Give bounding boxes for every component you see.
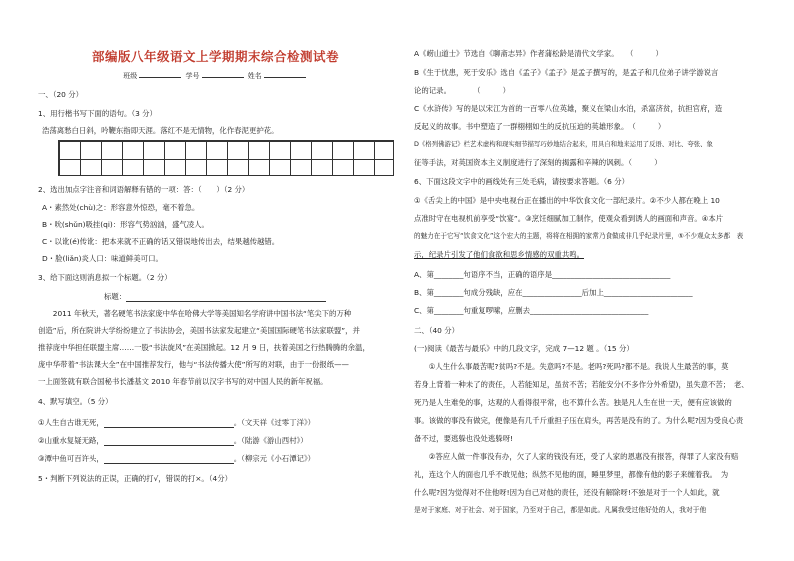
- name-blank[interactable]: [264, 77, 306, 78]
- section-1-heading: 一、（20 分）: [38, 90, 84, 99]
- recite-2-blank[interactable]: [104, 436, 234, 446]
- recite-2: [38, 436, 308, 446]
- fix-c[interactable]: C、第________句重复啰嗦，应删去________________________________: [414, 306, 649, 315]
- passage-6-line-1: ①《舌尖上的中国》是中央电视台正在播出的中华饮食文化一部纪录片。②不少人都在晚上 10: [414, 196, 720, 205]
- recite-1-source: 。（文天祥《过零丁洋》）: [233, 418, 316, 427]
- recite-1-blank[interactable]: [104, 418, 234, 428]
- news-para-line-3: 推荐庞中华担任联盟主席……一股“书法旋风”在美国掀起。12 月 9 日，扶着美国之行热腾腾的余温，: [38, 343, 370, 352]
- question-3: 3、给下面这则消息拟一个标题。（2 分）: [38, 273, 172, 282]
- class-blank[interactable]: [139, 77, 181, 78]
- reading-para-line-5: 备不过，要逃躲也没处逃躲呀!: [414, 434, 514, 443]
- judge-c-line-1: C《水浒传》写的是以宋江为首的一百零八位英雄，聚义在梁山水泊，杀富济贫，抗担官府，造: [414, 104, 723, 113]
- student-info: [38, 72, 393, 81]
- reading-1-heading: (一)阅读《最苦与最乐》中的几段文字，完成 7—12 题 。（15 分）: [414, 344, 634, 353]
- reading-para-line-8: 什么呢?因为觉得对不住他呀!因为自己对他的责任，还没有解除呀!不独是对于一个人如此，就: [414, 488, 720, 497]
- headline-field: [104, 292, 326, 302]
- recite-3-source: 。（柳宗元《小石潭记》）: [233, 454, 316, 463]
- judge-b-line-1: B《生于忧患，死于安乐》选自《孟子》《孟子》是孟子撰写的，是孟子和几位弟子讲学游说言: [414, 68, 719, 77]
- fix-b[interactable]: B、第________句成分残缺，应在________________后加上________________________: [414, 288, 693, 297]
- page-title: 部编版八年级语文上学期期末综合检测试卷: [91, 49, 339, 64]
- reading-para-line-6: ②答应人做一件事没有办，欠了人家的钱没有还，受了人家的恩惠没有报答，得罪了人家没有赔: [414, 452, 739, 461]
- id-blank[interactable]: [202, 77, 244, 78]
- fix-a[interactable]: A、第________句语序不当，正确的语序是________________________________: [414, 270, 671, 279]
- question-6: 6、下面这段文字中的画线处有三处毛病，请按要求答题。（6 分）: [414, 177, 629, 186]
- question-1-text: 浩荡离愁白日斜，吟鞭东指即天涯。落红不是无情物，化作春泥更护花。: [42, 126, 279, 135]
- judge-c-line-2: 反起义的故事。书中塑造了一群栩栩如生的反抗压迫的英雄形象。 （ ）: [414, 122, 666, 131]
- news-para-line-5: 一上面签就有联合国秘书长潘基文 2010 年春节前以汉字书写的对中国人民的新年祝福。: [38, 377, 328, 386]
- headline-label: 标题：: [104, 292, 127, 301]
- section-2-heading: 二、（40 分）: [414, 326, 460, 335]
- recite-2-source: 。（陆游《游山西村》）: [233, 436, 308, 445]
- news-para-line-4: 庞中华带着“书法课大全”在中国推荐发行，他与“书法传播大使”所写的对联，由于一份报纸——: [38, 360, 349, 369]
- id-label: 学号: [185, 72, 200, 80]
- question-1: 1、用行楷书写下面的语句。（3 分）: [38, 109, 157, 118]
- passage-6-line-3: 的魅力在于它写“饮食文化”这个宏大的主题，将将在相拥的家常乃食做成非几乎纪录片里，⑤不少观众太多都 表: [414, 232, 744, 240]
- question-2: 2、选出加点字注音和词语解释有错的一项：答：（ ）（2 分）: [38, 185, 250, 194]
- recite-3-prompt: ③潭中鱼可百许头，: [38, 454, 104, 463]
- question-5: 5・判断下列说法的正误，正确的打√，错误的打×。（4分）: [38, 474, 232, 483]
- reading-para-line-7: 礼，连这个人的面也几乎不敢见他；纵然不见他的面，睡里梦里，都像有他的影子来缠着我。 为: [414, 470, 729, 479]
- judge-a: A《崂山道士》节选自《聊斋志异》作者蒲松龄是清代文学家。 （ ）: [414, 49, 663, 58]
- recite-2-prompt: ②山重水复疑无路，: [38, 436, 104, 445]
- headline-blank[interactable]: [126, 292, 326, 302]
- class-label: 班级: [123, 72, 138, 80]
- news-para-line-2: 创造”后，所在院讲大学纷纷建立了书法协会，美国书法家发起建立“美国国际硬笔书法家联盟”，并: [38, 326, 360, 335]
- recite-3-blank[interactable]: [104, 454, 234, 464]
- recite-1-prompt: ①人生自古谁无死，: [38, 418, 104, 427]
- recite-1: [38, 418, 315, 428]
- question-2-option-b: B・吮(shǔn)吸挂(qi)：形容气势汹汹，盛气凌人。: [42, 220, 209, 229]
- judge-d-line-2: 征等手法，对英国资本主义制度进行了深刻的揭露和辛辣的讽刺。（ ）: [414, 158, 662, 167]
- passage-6-line-2: 点准时守在电视机前享受“饮宴”。③烹饪细腻加工制作，使观众看到诱人的画面和声音。④本片: [414, 214, 724, 223]
- reading-para-line-4: 事。该做的事没有做完，便像是有几千斤重担子压在肩头，再苦是没有的了。为什么呢?因为受良心责: [414, 416, 744, 425]
- left-column: [38, 0, 393, 561]
- right-column: [414, 0, 764, 561]
- writing-grid[interactable]: [58, 140, 394, 176]
- passage-6-line-4: 示，纪录片引发了他们食欲和思乡情感的双重共鸣。: [414, 250, 584, 259]
- question-2-option-c: C・以讹(é)传讹：把本来就不正确的话又错误地传出去，结果越传越错。: [42, 237, 280, 246]
- news-para-line-1: 2011 年秋天，著名硬笔书法家庞中华在哈佛大学等美国知名学府讲中国书法“笔尖下的万种: [38, 309, 352, 318]
- reading-para-line-3: 死乃是人生难免的事，达观的人看得很平常，也不算什么苦。独是凡人生在世一天，便有应该做的: [414, 398, 732, 407]
- name-label: 姓名: [247, 72, 262, 80]
- reading-para-line-2: 若身上背着一种未了的责任，人若能知足，虽贫不苦；若能安分(不多作分外希望)，虽失意不苦； 老、: [414, 380, 749, 389]
- question-2-option-a: A・素然处(chù)之：形容意外惊恐，毫不着急。: [42, 203, 200, 212]
- reading-para-line-9: 是对于家庭、对于社会、对于国家，乃至对于自己，都是如此。凡属我受过他好处的人，我对于他: [414, 506, 707, 514]
- judge-b-line-2: 论的记录。 （ ）: [414, 86, 511, 95]
- question-4: 4、默写填空。（5 分）: [38, 397, 113, 406]
- question-2-option-d: D・脸(liǎn)炎人口：味道鲜美可口。: [42, 254, 163, 263]
- recite-3: [38, 454, 315, 464]
- reading-para-line-1: ①人生什么事最苦呢?贫吗?不是。失意吗?不是。老吗?死吗?都不是。我说人生最苦的事，莫: [414, 362, 729, 371]
- judge-d-line-1: D《格列佛游记》栏艺术虚构和现实细节描写巧妙地结合起来，用具自和地来运用了反语、对比、夸张、象: [414, 140, 713, 148]
